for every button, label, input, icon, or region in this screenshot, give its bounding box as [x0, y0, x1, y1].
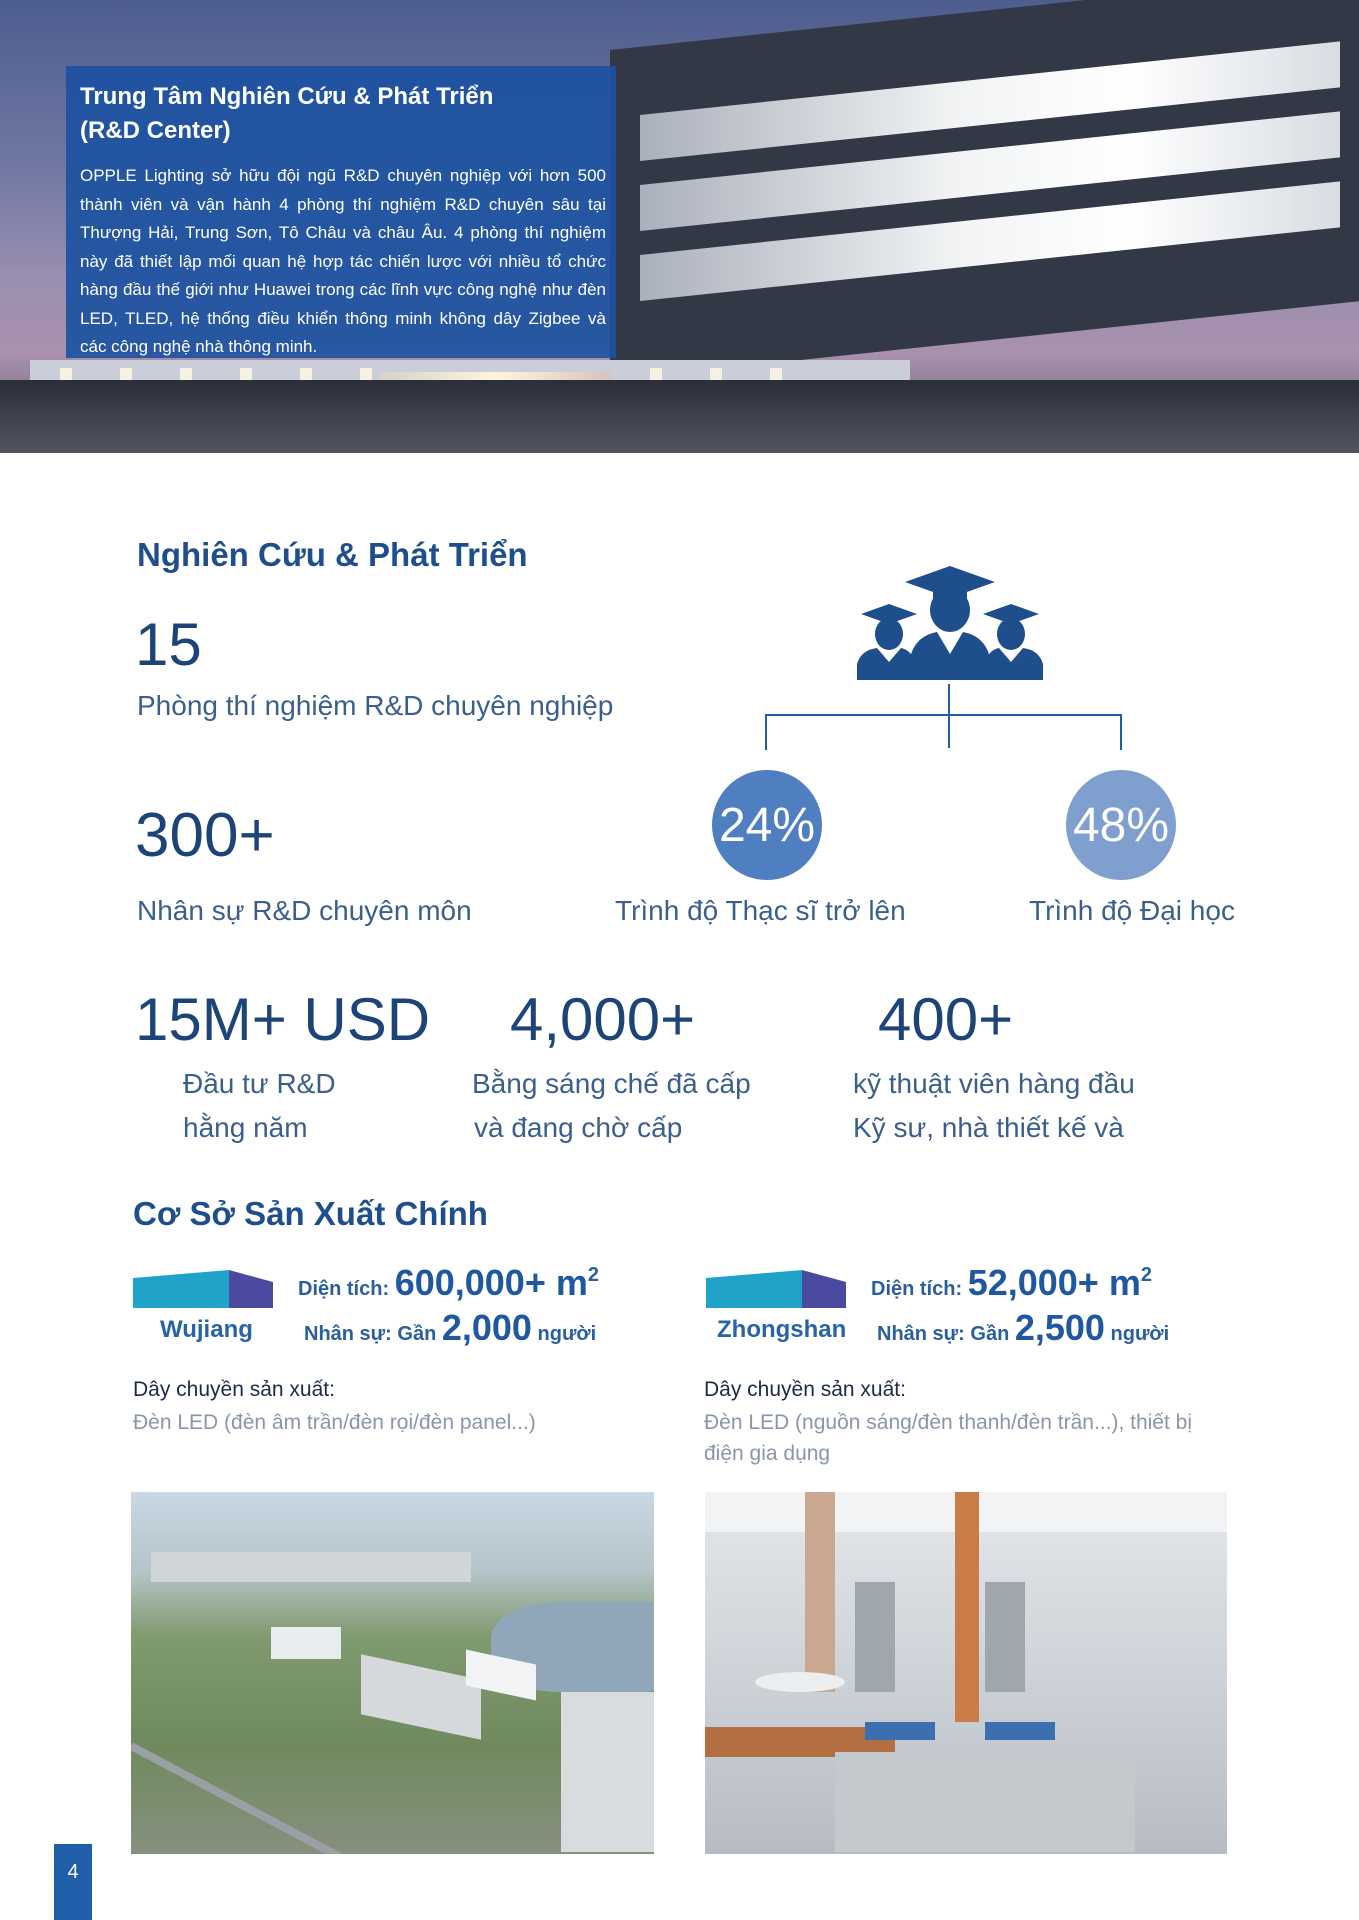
wujiang-staff — [304, 1307, 596, 1349]
staff-label: Nhân sự R&D chuyên môn — [137, 895, 472, 926]
engineers-label-line2: Kỹ sư, nhà thiết kế và — [853, 1112, 1124, 1143]
machine-arm — [805, 1492, 835, 1692]
staff-label: Nhân sự: — [304, 1323, 392, 1345]
led-disc — [755, 1672, 845, 1692]
patents-label-line1: Bằng sáng chế đã cấp — [472, 1068, 751, 1099]
zhongshan-staff — [877, 1307, 1169, 1349]
building — [361, 1654, 481, 1740]
patents-value: 4,000+ — [510, 986, 696, 1053]
tray — [985, 1722, 1055, 1740]
engineers-label-line1: kỹ thuật viên hàng đầu — [853, 1068, 1135, 1099]
zhongshan-building-icon — [706, 1268, 846, 1308]
machine-head — [855, 1582, 895, 1692]
university-label: Trình độ Đại học — [1029, 895, 1235, 926]
rd-center-title — [80, 80, 600, 148]
wujiang-area-value: 600,000+ m — [394, 1262, 588, 1303]
zhongshan-area — [871, 1262, 1152, 1304]
zhongshan-area-value: 52,000+ m — [967, 1262, 1141, 1303]
tree-connector — [765, 714, 1122, 716]
labs-value: 15 — [135, 611, 202, 678]
machine-arm — [955, 1492, 979, 1722]
people-label: người — [1110, 1323, 1170, 1345]
rd-center-description: OPPLE Lighting sở hữu đội ngũ R&D chuyên nghiệp với hơn 500 thành viên và vận hành 4 phòng thí nghiệm R&D chuyên sâu tại Thượng Hải, Trung Sơn, Tô Châu và châu Âu. 4 phòng thí nghiệm này đã thiết lập mối quan hệ hợp tác chiến lược với nhiều tổ chức hàng đầu thế giới như Huawei trong các lĩnh vực công nghệ như đèn LED, TLED, hệ thống điều khiển thông minh không dây Zigbee và các công nghệ nhà thông minh. — [80, 166, 606, 356]
staff-value: 300+ — [135, 801, 275, 870]
investment-label-line2: hằng năm — [183, 1112, 308, 1143]
engineers-value: 400+ — [878, 986, 1014, 1053]
wujiang-products: Đèn LED (đèn âm trần/đèn rọi/đèn panel...) — [133, 1411, 536, 1434]
building — [561, 1692, 654, 1852]
wujiang-building-icon — [133, 1268, 273, 1308]
rd-center-title-line2: (R&D Center) — [80, 117, 231, 144]
rnd-section-title: Nghiên Cứu & Phát Triển — [137, 536, 528, 573]
zhongshan-label: Zhongshan — [717, 1316, 847, 1343]
near-label: Gần — [397, 1323, 437, 1345]
ground — [0, 380, 1359, 453]
wujiang-staff-value: 2,000 — [441, 1307, 532, 1348]
wujiang-aerial-photo — [131, 1492, 654, 1854]
university-circle: 48% — [1066, 770, 1176, 880]
tree-connector — [765, 714, 767, 750]
wujiang-line-label: Dây chuyền sản xuất: — [133, 1378, 335, 1401]
rd-center-photo — [0, 0, 1359, 453]
staff-label: Nhân sự: — [877, 1323, 965, 1345]
zhongshan-assembly-photo — [705, 1492, 1227, 1854]
page-number: 4 — [54, 1844, 92, 1920]
tray — [865, 1722, 935, 1740]
masters-label: Trình độ Thạc sĩ trở lên — [615, 895, 906, 926]
rd-center-title-line1: Trung Tâm Nghiên Cứu & Phát Triển — [80, 83, 494, 110]
graduates-icon — [855, 562, 1045, 680]
factories-section-title: Cơ Sở Sản Xuất Chính — [133, 1195, 488, 1232]
near-label: Gần — [970, 1323, 1010, 1345]
wujiang-label: Wujiang — [160, 1316, 253, 1343]
area-label: Diện tích: — [298, 1278, 390, 1300]
zhongshan-products-line2: điện gia dụng — [704, 1442, 831, 1465]
building — [271, 1627, 341, 1659]
area-label: Diện tích: — [871, 1278, 963, 1300]
zhongshan-staff-value: 2,500 — [1014, 1307, 1105, 1348]
people-label: người — [537, 1323, 597, 1345]
zhongshan-line-label: Dây chuyền sản xuất: — [704, 1378, 906, 1401]
tree-connector — [1120, 714, 1122, 750]
machine-head — [985, 1582, 1025, 1692]
zhongshan-products-line1: Đèn LED (nguồn sáng/đèn thanh/đèn trần...), thiết bị — [704, 1411, 1192, 1434]
investment-value: 15M+ USD — [135, 986, 431, 1053]
patents-label-line2: và đang chờ cấp — [474, 1112, 683, 1143]
tree-connector — [948, 684, 950, 748]
machine-base — [835, 1752, 1135, 1852]
investment-label-line1: Đầu tư R&D — [183, 1068, 336, 1099]
road — [131, 1742, 504, 1854]
masters-circle: 24% — [712, 770, 822, 880]
area-superscript: 2 — [587, 1264, 599, 1286]
rd-center-info-box — [66, 66, 616, 358]
labs-label: Phòng thí nghiệm R&D chuyên nghiệp — [137, 690, 614, 721]
wujiang-area — [298, 1262, 599, 1304]
building-row — [151, 1552, 471, 1582]
area-superscript: 2 — [1140, 1264, 1152, 1286]
